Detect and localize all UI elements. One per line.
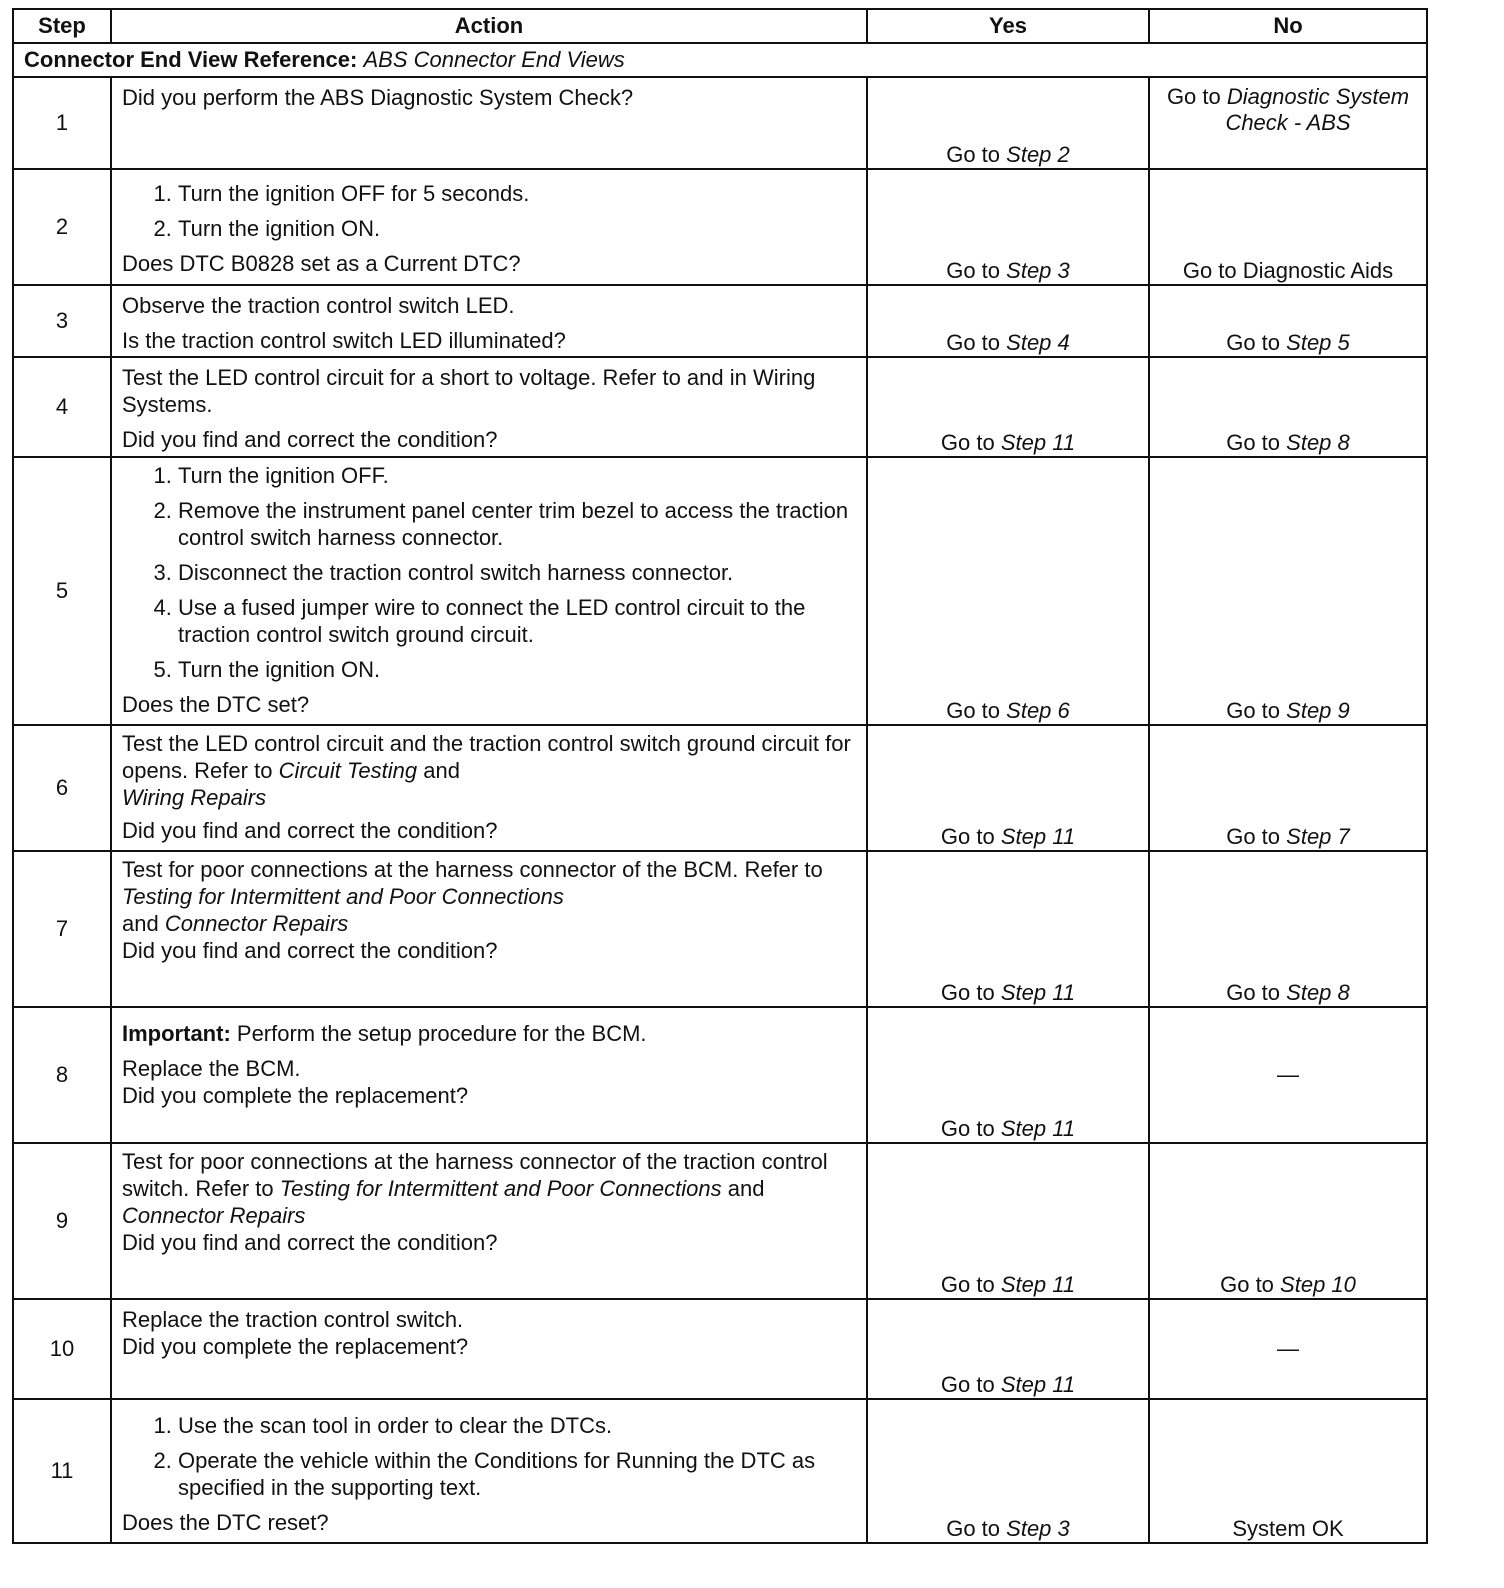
table-row [13, 169, 1427, 285]
no-cell [1149, 725, 1427, 851]
go-to-label: Go to [940, 980, 995, 1005]
no-target: Step 7 [1286, 824, 1350, 849]
go-to-label: Go to [946, 698, 1001, 723]
header-row [13, 9, 1427, 43]
important-note [122, 1020, 856, 1047]
table-row [13, 1299, 1427, 1399]
table-row [13, 357, 1427, 457]
reference-link[interactable]: Connector Repairs [122, 1203, 306, 1228]
no-cell [1149, 285, 1427, 357]
yes-target: Step 11 [1000, 1272, 1076, 1297]
action-text: Test for poor connections at the harness connector of the traction control switch. Refer to [122, 1149, 828, 1201]
no-target: Step 9 [1286, 698, 1350, 723]
action-item: 1. Use the scan tool in order to clear the DTCs. [178, 1412, 856, 1439]
yes-cell [867, 1007, 1149, 1143]
go-to-label: Go to [946, 330, 1001, 355]
action-line: Observe the traction control switch LED. [122, 293, 515, 318]
action-line: Test the LED control circuit for a short to voltage. Refer to and in Wiring Systems. [122, 365, 816, 417]
table-row [13, 285, 1427, 357]
conjunction: and [423, 758, 460, 783]
header-yes: Yes [867, 9, 1149, 43]
yes-cell [867, 1399, 1149, 1543]
question: Did you find and correct the condition? [122, 818, 498, 843]
step-number: 10 [13, 1299, 111, 1399]
yes-target: Step 3 [1006, 1516, 1070, 1541]
yes-target: Step 4 [1006, 330, 1070, 355]
yes-target: Step 3 [1006, 258, 1070, 283]
yes-target: Step 11 [1000, 824, 1076, 849]
no-target: Diagnostic System Check - ABS [1225, 84, 1410, 135]
yes-target: Step 11 [1000, 980, 1076, 1005]
go-to-label: Go to [946, 1516, 1001, 1541]
action-text: Test for poor connections at the harness connector of the BCM. Refer to [122, 857, 823, 882]
go-to-label: Go to [1226, 824, 1281, 849]
conjunction: and [122, 911, 159, 936]
no-cell: — [1149, 1007, 1427, 1143]
reference-value: ABS Connector End Views [363, 47, 625, 72]
action-item: 1. Turn the ignition OFF. [178, 462, 856, 489]
go-to-label: Go to [1226, 330, 1281, 355]
step-number: 6 [13, 725, 111, 851]
action-cell [111, 1299, 867, 1399]
yes-target: Step 2 [1006, 142, 1070, 167]
action-text: Test the LED control circuit and the traction control switch ground circuit for opens. Refer to [122, 731, 851, 783]
reference-link[interactable]: Connector Repairs [164, 911, 349, 936]
reference-link[interactable]: Testing for Intermittent and Poor Connections [122, 884, 564, 909]
go-to-label: Go to [940, 430, 995, 455]
step-number: 8 [13, 1007, 111, 1143]
no-cell: Go to Diagnostic Aids [1149, 169, 1427, 285]
action-cell [111, 357, 867, 457]
action-cell [111, 1399, 867, 1543]
action-item: 4. Use a fused jumper wire to connect the LED control circuit to the traction control switch ground circuit. [178, 594, 856, 648]
no-cell [1149, 357, 1427, 457]
no-target: Step 10 [1280, 1272, 1356, 1297]
table-row [13, 457, 1427, 725]
action-line: Replace the traction control switch. [122, 1307, 464, 1332]
action-cell [111, 285, 867, 357]
question: Did you perform the ABS Diagnostic System Check? [122, 85, 634, 110]
no-target: Step 8 [1286, 980, 1350, 1005]
table-row [13, 725, 1427, 851]
reference-row [13, 43, 1427, 77]
table-row [13, 851, 1427, 1007]
no-cell [1149, 851, 1427, 1007]
conjunction: and [727, 1176, 765, 1201]
diagnostic-table [12, 8, 1428, 1544]
header-action: Action [111, 9, 867, 43]
go-to-label: Go to [940, 1372, 995, 1397]
reference-label: Connector End View Reference: [24, 47, 358, 72]
action-cell [111, 1143, 867, 1299]
table-row [13, 77, 1427, 169]
step-number: 5 [13, 457, 111, 725]
yes-cell [867, 169, 1149, 285]
step-number: 1 [13, 77, 111, 169]
no-cell: — [1149, 1299, 1427, 1399]
yes-cell [867, 77, 1149, 169]
action-line: Replace the BCM. [122, 1056, 301, 1081]
action-item: 2. Turn the ignition ON. [178, 215, 856, 242]
question: Is the traction control switch LED illuminated? [122, 328, 566, 353]
yes-target: Step 6 [1006, 698, 1070, 723]
header-no: No [1149, 9, 1427, 43]
yes-cell [867, 285, 1149, 357]
go-to-label: Go to [1220, 1272, 1274, 1297]
step-number: 3 [13, 285, 111, 357]
step-number: 7 [13, 851, 111, 1007]
action-cell [111, 1007, 867, 1143]
action-item: 3. Disconnect the traction control switch harness connector. [178, 559, 856, 586]
no-cell [1149, 1143, 1427, 1299]
go-to-label: Go to [1226, 980, 1281, 1005]
step-number: 11 [13, 1399, 111, 1543]
question: Did you complete the replacement? [122, 1083, 469, 1108]
yes-cell [867, 1143, 1149, 1299]
action-cell [111, 851, 867, 1007]
no-target: Step 5 [1286, 330, 1350, 355]
action-item: 5. Turn the ignition ON. [178, 656, 856, 683]
yes-cell [867, 851, 1149, 1007]
action-line [122, 856, 856, 937]
question: Does DTC B0828 set as a Current DTC? [122, 251, 521, 276]
action-line [122, 1148, 856, 1229]
question: Did you find and correct the condition? [122, 1230, 498, 1255]
yes-target: Step 11 [1000, 430, 1076, 455]
action-item: 2. Operate the vehicle within the Conditions for Running the DTC as specified in the supporting text. [178, 1447, 856, 1501]
step-number: 9 [13, 1143, 111, 1299]
no-target: Step 8 [1286, 430, 1350, 455]
step-number: 4 [13, 357, 111, 457]
action-cell [111, 77, 867, 169]
go-to-label: Go to [940, 824, 995, 849]
go-to-label: Go to [940, 1116, 995, 1141]
table-row [13, 1143, 1427, 1299]
yes-target: Step 11 [1000, 1116, 1076, 1141]
go-to-label: Go to [1166, 84, 1221, 109]
table-row [13, 1007, 1427, 1143]
action-line [122, 730, 856, 811]
question: Did you complete the replacement? [122, 1334, 469, 1359]
no-cell [1149, 457, 1427, 725]
reference-link[interactable]: Testing for Intermittent and Poor Connections [279, 1176, 722, 1201]
go-to-label: Go to [940, 1272, 995, 1297]
reference-link[interactable]: Circuit Testing [278, 758, 418, 783]
go-to-label: Go to [1226, 430, 1281, 455]
yes-cell [867, 357, 1149, 457]
question: Does the DTC set? [122, 692, 310, 717]
question: Does the DTC reset? [122, 1510, 329, 1535]
no-cell: System OK [1149, 1399, 1427, 1543]
important-text: Perform the setup procedure for the BCM. [236, 1021, 647, 1046]
action-cell [111, 169, 867, 285]
header-step: Step [13, 9, 111, 43]
go-to-label: Go to [1226, 698, 1281, 723]
yes-cell [867, 457, 1149, 725]
question: Did you find and correct the condition? [122, 427, 498, 452]
action-item: 2. Remove the instrument panel center trim bezel to access the traction control switch harness connector. [178, 497, 856, 551]
step-number: 2 [13, 169, 111, 285]
action-item: 1. Turn the ignition OFF for 5 seconds. [178, 180, 856, 207]
yes-cell [867, 725, 1149, 851]
go-to-label: Go to [946, 142, 1001, 167]
action-cell [111, 457, 867, 725]
action-cell [111, 725, 867, 851]
table-row [13, 1399, 1427, 1543]
important-label: Important: [122, 1021, 231, 1046]
question: Did you find and correct the condition? [122, 938, 498, 963]
no-cell [1149, 77, 1427, 169]
yes-cell [867, 1299, 1149, 1399]
yes-target: Step 11 [1000, 1372, 1076, 1397]
go-to-label: Go to [946, 258, 1001, 283]
reference-link[interactable]: Wiring Repairs [122, 785, 267, 810]
